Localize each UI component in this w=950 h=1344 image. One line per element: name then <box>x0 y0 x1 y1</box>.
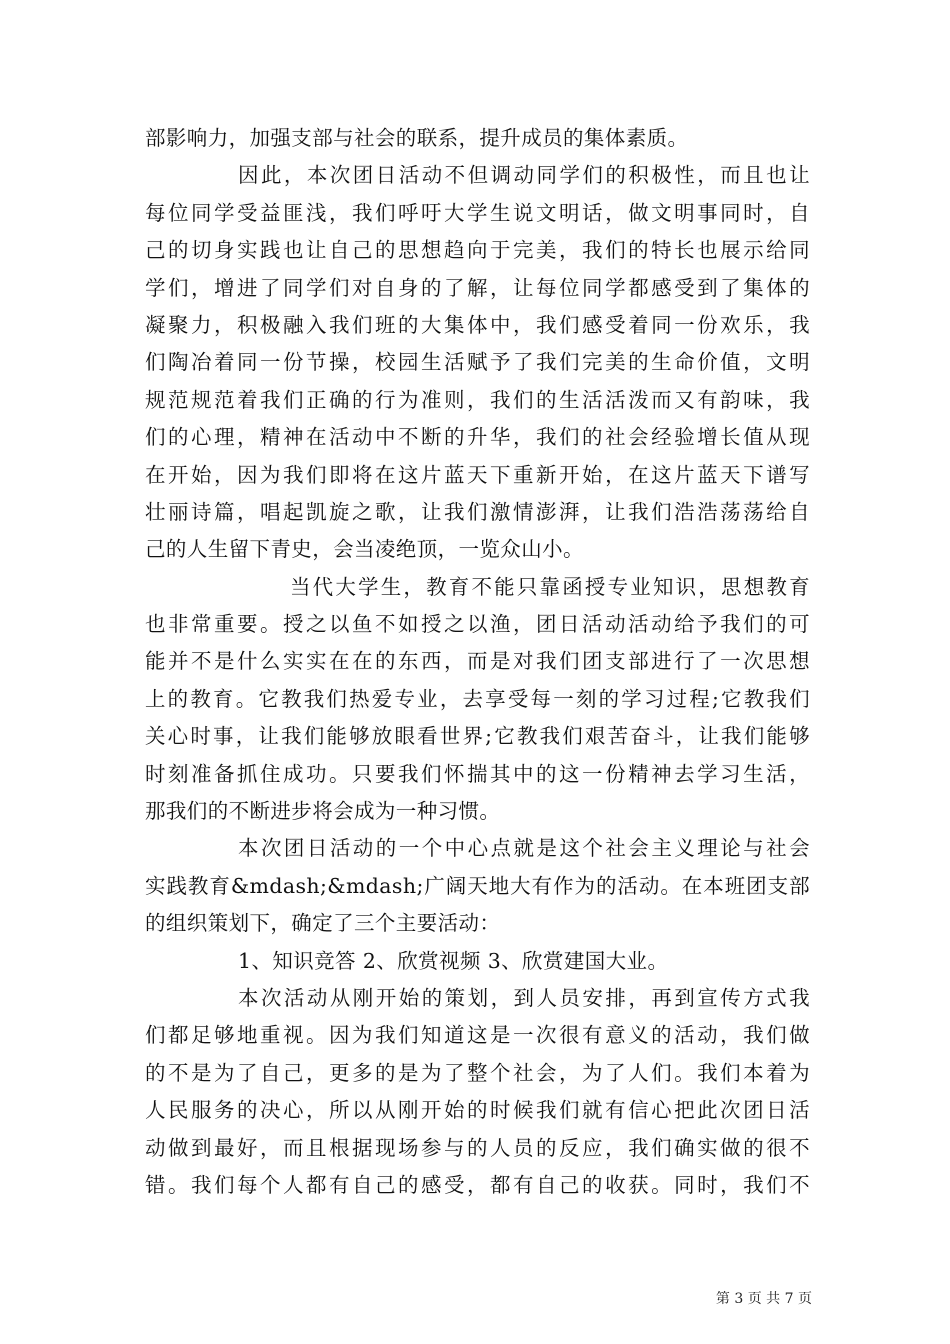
text-line: 当代大学生，教育不能只靠函授专业知识，思想教育 <box>290 574 810 599</box>
text-line: 壮丽诗篇，唱起凯旋之歌，让我们激情澎湃，让我们浩浩荡荡给自 <box>145 499 810 524</box>
text-line: 的组织策划下，确定了三个主要活动： <box>145 911 501 936</box>
text-line: 动做到最好，而且根据现场参与的人员的反应，我们确实做的很不 <box>145 1135 810 1160</box>
text-line: 那我们的不断进步将会成为一种习惯。 <box>145 799 501 824</box>
text-line: 部影响力，加强支部与社会的联系，提升成员的集体素质。 <box>145 126 689 150</box>
text-line: 们的心理，精神在活动中不断的升华，我们的社会经验增长值从现 <box>145 425 810 450</box>
text-line: 规范规范着我们正确的行为准则，我们的生活活泼而又有韵味，我 <box>145 387 810 412</box>
text-line: 实践教育&mdash;&mdash;广阔天地大有作为的活动。在本班团支部 <box>145 873 810 898</box>
text-line: 时刻准备抓住成功。只要我们怀揣其中的这一份精神去学习生活， <box>145 761 810 786</box>
text-line: 凝聚力，积极融入我们班的大集体中，我们感受着同一份欢乐，我 <box>145 312 810 337</box>
text-line: 关心时事，让我们能够放眼看世界;它教我们艰苦奋斗，让我们能够 <box>145 724 810 749</box>
text-line: 本次活动从刚开始的策划，到人员安排，再到宣传方式我 <box>238 985 810 1010</box>
body-text <box>145 120 810 1204</box>
text-line: 在开始，因为我们即将在这片蓝天下重新开始，在这片蓝天下谱写 <box>145 462 810 487</box>
text-line: 们陶冶着同一份节操，校园生活赋予了我们完美的生命价值，文明 <box>145 350 810 375</box>
text-line: 因此，本次团日活动不但调动同学们的积极性，而且也让 <box>238 163 810 188</box>
text-line: 本次团日活动的一个中心点就是这个社会主义理论与社会 <box>238 836 810 861</box>
text-line: 能并不是什么实实在在的东西，而是对我们团支部进行了一次思想 <box>145 649 810 674</box>
text-line: 每位同学受益匪浅，我们呼吁大学生说文明话，做文明事同时，自 <box>145 200 810 225</box>
text-line: 们都足够地重视。因为我们知道这是一次很有意义的活动，我们做 <box>145 1023 810 1048</box>
text-line: 也非常重要。授之以鱼不如授之以渔，团日活动活动给予我们的可 <box>145 612 810 637</box>
text-line: 己的人生留下青史，会当凌绝顶，一览众山小。 <box>145 537 584 562</box>
text-line: 上的教育。它教我们热爱专业，去享受每一刻的学习过程;它教我们 <box>145 686 810 711</box>
text-line: 己的切身实践也让自己的思想趋向于完美，我们的特长也展示给同 <box>145 238 810 263</box>
text-line: 错。我们每个人都有自己的感受，都有自己的收获。同时，我们不 <box>145 1172 810 1197</box>
page-number: 第 3 页 共 7 页 <box>715 1291 812 1307</box>
text-line: 的不是为了自己，更多的是为了整个社会，为了人们。我们本着为 <box>145 1060 810 1085</box>
text-line: 学们，增进了同学们对自身的了解，让每位同学都感受到了集体的 <box>145 275 810 300</box>
text-line: 人民服务的决心，所以从刚开始的时候我们就有信心把此次团日活 <box>145 1098 810 1123</box>
text-line: 1、知识竞答 2、欣赏视频 3、欣赏建国大业。 <box>238 948 669 973</box>
